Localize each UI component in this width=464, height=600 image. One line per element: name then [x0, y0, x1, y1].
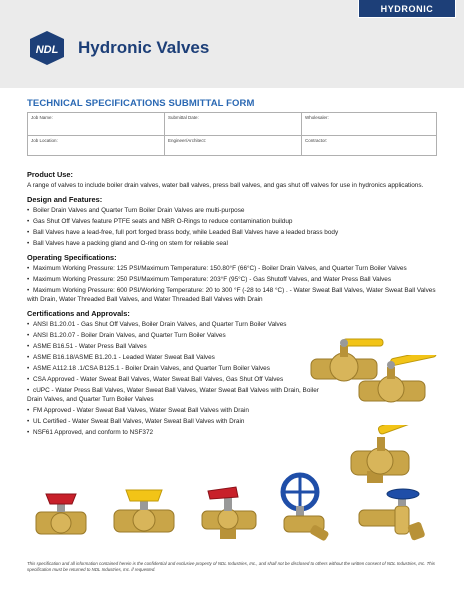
- boiler-drain-valve-icon: [355, 488, 435, 546]
- list-item: • UL Certified - Water Sweat Ball Valves, Water Sweat Ball Valves with Drain: [27, 418, 245, 425]
- blue-wheel-valve-icon: [270, 472, 336, 546]
- list-item: • Ball Valves have a packing gland and O-ring on stem for reliable seal: [27, 240, 228, 247]
- list-item: • Maximum Working Pressure: 125 PSI/Maximum Temperature: 150.80°F (66°C) - Boiler Drain Valves, and Quarter Turn Boiler Valves: [27, 265, 407, 272]
- ndl-logo-icon: [27, 30, 67, 66]
- certifications-heading: Certifications and Approvals:: [27, 309, 130, 318]
- field-engineer-architect[interactable]: Engineer/Architect:: [168, 138, 207, 143]
- list-item: • Ball Valves have a lead-free, full port forged brass body, while Leaded Ball Valves have a leaded brass body: [27, 229, 339, 236]
- design-heading: Design and Features:: [27, 195, 103, 204]
- page-title: Hydronic Valves: [78, 38, 210, 57]
- list-item: • CSA Approved - Water Sweat Ball Valves, Water Sweat Ball Valves, Gas Shut Off Valves: [27, 376, 284, 383]
- form-title: TECHNICAL SPECIFICATIONS SUBMITTAL FORM: [27, 98, 255, 109]
- list-item: • Gas Shut Off Valves feature PTFE seats and NBR O-Rings to reduce contamination buildup: [27, 218, 293, 225]
- list-item: • ASME A112.18 .1/CSA B125.1 - Boiler Drain Valves, and Quarter Turn Boiler Valves: [27, 365, 270, 372]
- confidentiality-footnote: This specification and all information contained herein is the confidential and exclusive property of NDL Industries, Inc., and shall not be disclosed to others without the written consent of NDL Industries, Inc. This specification must be returned to NDL Industries, Inc. if requested.: [27, 561, 435, 572]
- field-job-location[interactable]: Job Location:: [31, 138, 58, 143]
- list-item: • Maximum Working Pressure: 250 PSI/Maximum Temperature: 203°F (95°C) - Gas Shutoff Valves, and Water Press Ball Valves: [27, 276, 392, 283]
- logo-text: NDL: [35, 44, 59, 56]
- operating-heading: Operating Specifications:: [27, 253, 117, 262]
- list-item: • Boiler Drain Valves and Quarter Turn Boiler Drain Valves are multi-purpose: [27, 207, 245, 214]
- list-item: • ANSI B1.20.07 - Boiler Drain Valves, and Quarter Turn Boiler Valves: [27, 332, 226, 339]
- field-job-name[interactable]: Job Name:: [31, 115, 53, 120]
- list-item: • ASME B16.51 - Water Press Ball Valves: [27, 343, 147, 350]
- field-contractor[interactable]: Contractor:: [305, 138, 328, 143]
- list-item: • NSF61 Approved, and conform to NSF372: [27, 429, 154, 436]
- list-item: • cUPC - Water Press Ball Valves, Water Sweat Ball Valves, Water Sweat Ball Valves with Drain, Boiler Drain Valves, and Quarter Turn Boiler Valves: [27, 387, 319, 403]
- yellow-handle-valve-icon: [110, 486, 180, 540]
- submittal-form: [27, 112, 437, 156]
- yellow-handle-valve-icon: [355, 355, 440, 410]
- field-wholesaler[interactable]: Wholesaler:: [305, 115, 329, 120]
- product-use-heading: Product Use:: [27, 170, 73, 179]
- product-use-text: A range of valves to include boiler drain valves, water ball valves, press ball valves, and gas shut off valves for use in hydronics applications.: [27, 182, 424, 189]
- list-item: • Maximum Working Pressure: 600 PSI/Working Temperature: 20 to 300 °F (-28 to 148 °C) . - Water Sweat Ball Valves, Water Sweat Ball Valves with Drain, Water Threaded Ball Valves, and Water Threaded Ball Valves with Drain: [27, 287, 436, 303]
- field-submittal-date[interactable]: Submittal Date:: [168, 115, 199, 120]
- boiler-drain-valve-icon: [345, 425, 435, 485]
- category-tag: HYDRONIC: [358, 0, 456, 18]
- list-item: • FM Approved - Water Sweat Ball Valves, Water Sweat Ball Valves with Drain: [27, 407, 249, 414]
- red-handle-valve-icon: [198, 485, 260, 543]
- list-item: • ANSI B1.20.01 - Gas Shut Off Valves, Boiler Drain Valves, and Quarter Turn Boiler Valves: [27, 321, 287, 328]
- red-handle-valve-icon: [30, 488, 92, 540]
- list-item: • ASME B16.18/ASME B1.20.1 - Leaded Water Sweat Ball Valves: [27, 354, 215, 361]
